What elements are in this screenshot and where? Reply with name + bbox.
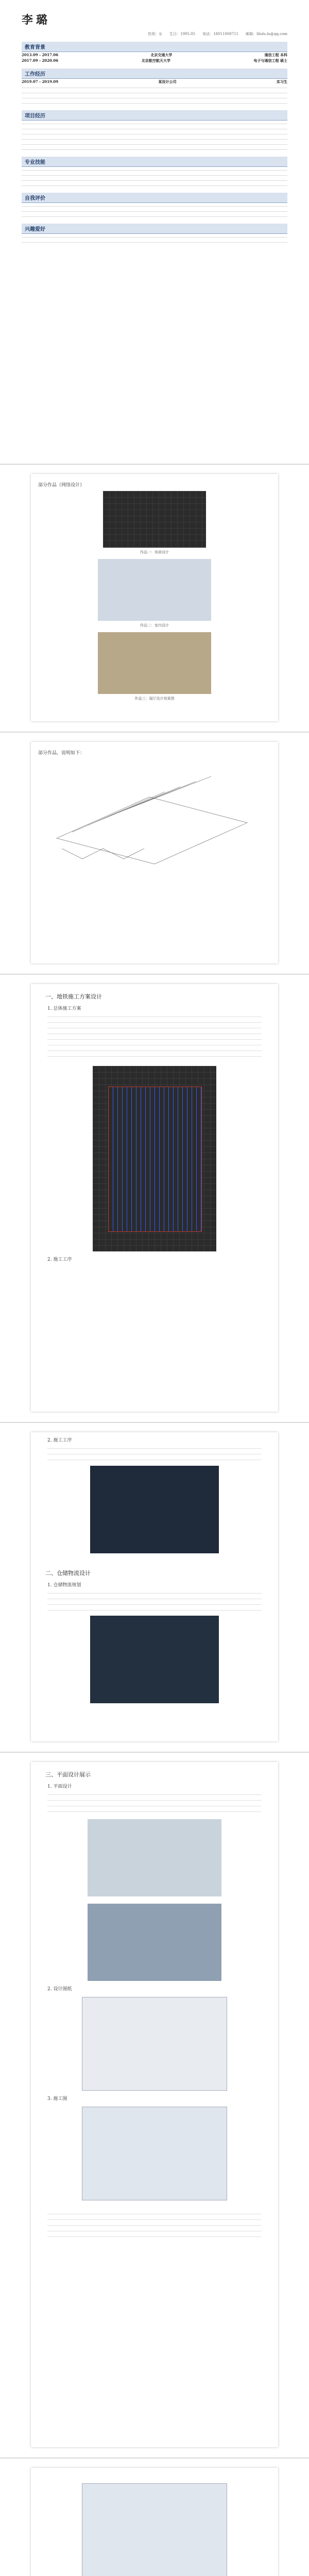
cad-schematic-image: [90, 1466, 219, 1553]
wireframe-drawing: [41, 766, 268, 869]
contact-email[interactable]: 邮箱：lilulu.lu@qq.com: [246, 32, 287, 36]
sub-heading: 1. 仓储物流规划: [47, 1583, 81, 1588]
section-skills: 专业技能: [22, 157, 287, 167]
text-block: [47, 1791, 262, 1812]
page-divider: [0, 2458, 309, 2459]
text-block: [22, 167, 287, 188]
text-block: [47, 2211, 262, 2242]
cad-plan-image: [93, 1066, 216, 1251]
software-screenshot: [103, 491, 206, 548]
text-block: [47, 1013, 262, 1060]
section-heading: 一、地铁施工方案设计: [45, 993, 102, 1000]
render-image: [88, 1904, 221, 1981]
education-row: 2013.09 - 2017.06 北京交通大学 通信工程 本科: [22, 53, 287, 57]
portfolio-panel-2: [31, 742, 278, 963]
work-row: 2019.07 - 2019.09 某设计公司 实习生: [22, 79, 287, 84]
sub-heading: 2. 施工工序: [47, 1438, 72, 1443]
section-hobbies: 兴趣爱好: [22, 224, 287, 234]
portfolio-panel-1: [31, 474, 278, 721]
sub-heading: 3. 施工图: [47, 2096, 67, 2102]
caption: 作品一：场景设计: [140, 550, 169, 554]
sub-heading: 2. 设计图纸: [47, 1987, 72, 1992]
text-block: [22, 234, 287, 244]
sub-heading: 1. 总体施工方案: [47, 1006, 81, 1011]
portfolio-panel-6: [31, 2468, 278, 2576]
caption: 作品二：室内设计: [140, 623, 169, 628]
section-summary: 自我评价: [22, 193, 287, 203]
section-projects: 项目经历: [22, 110, 287, 121]
cad-layout-image: [90, 1616, 219, 1703]
section-work: 工作经历: [22, 69, 287, 79]
software-window-image: [82, 2107, 227, 2200]
text-block: [47, 1445, 262, 1461]
sub-heading: 1. 平面设计: [47, 1784, 72, 1789]
resume-name: 李璐: [22, 13, 51, 27]
education-row: 2017.09 - 2020.06 北京航空航天大学 电子与通信工程 硕士: [22, 58, 287, 63]
page-divider: [0, 1422, 309, 1423]
section-education: 教育背景: [22, 42, 287, 52]
portfolio-panel-3: [31, 984, 278, 1412]
sub-heading: 2. 施工工序: [47, 1257, 72, 1262]
panel-title: 部分作品（网络设计）: [38, 483, 85, 488]
plan-block: [108, 1087, 202, 1232]
software-window-image: [82, 2483, 227, 2576]
section-heading: 二、仓储物流设计: [45, 1570, 91, 1577]
render-image: [88, 1819, 221, 1896]
page-divider: [0, 974, 309, 975]
page-divider: [0, 1752, 309, 1753]
portfolio-panel-5: [31, 1762, 278, 2447]
resume-page: [0, 0, 309, 459]
software-screenshot: [98, 632, 211, 694]
contact-gender: 性别：女: [148, 32, 163, 36]
caption: 作品三：展厅设计效果图: [134, 697, 175, 701]
panel-title: 部分作品，说明如下：: [38, 751, 85, 756]
text-block: [22, 203, 287, 218]
software-window-image: [82, 1997, 227, 2091]
text-block: [22, 84, 287, 105]
contact-birth: 生日：1995.05: [169, 32, 196, 36]
text-block: [22, 121, 287, 151]
page-divider: [0, 464, 309, 465]
section-heading: 三、平面设计展示: [45, 1771, 91, 1778]
text-block: [47, 1590, 262, 1611]
software-screenshot: [98, 559, 211, 621]
portfolio-panel-4: [31, 1432, 278, 1741]
contact-phone: 电话：18011000711: [202, 32, 239, 36]
page-divider: [0, 732, 309, 733]
contact-row: [22, 31, 287, 37]
